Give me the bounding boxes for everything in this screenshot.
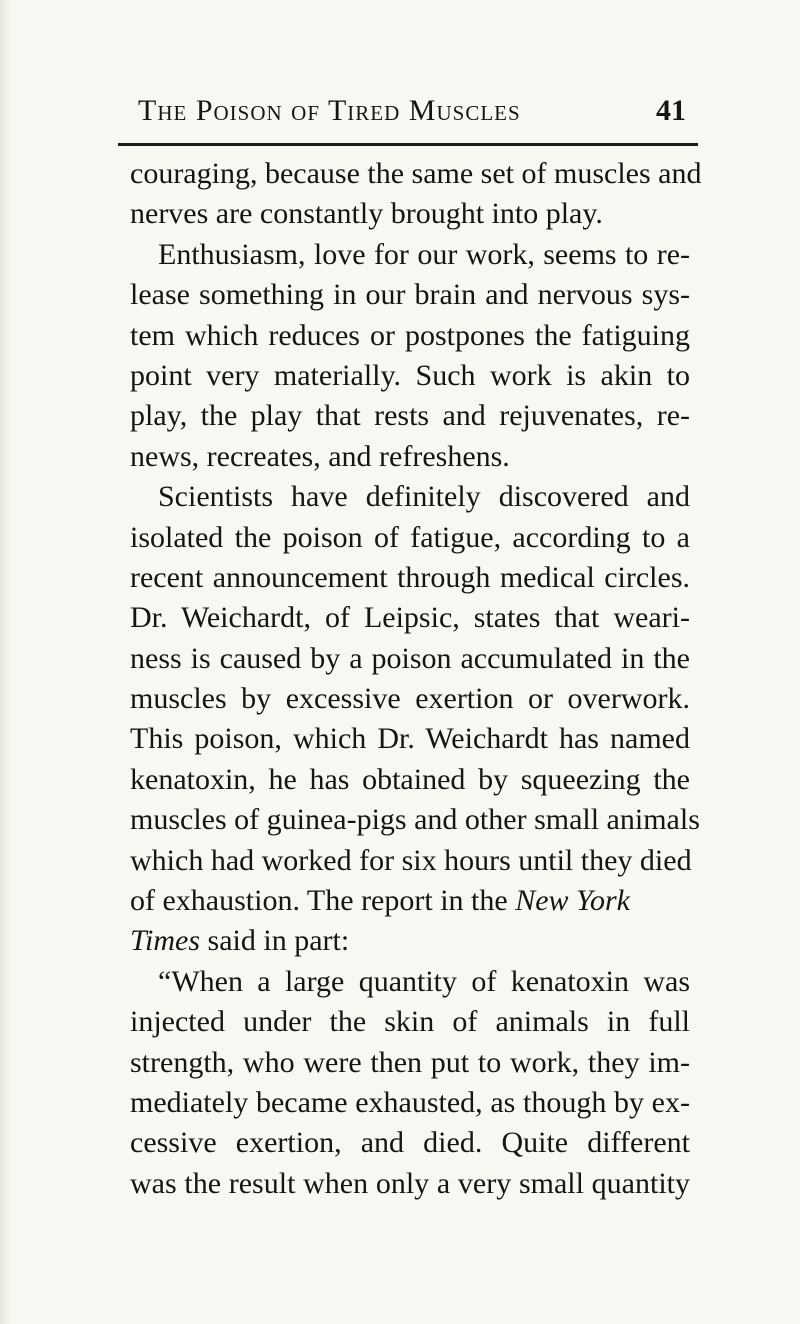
running-title: The Poison of Tired Muscles [138,94,521,127]
text-line: was the result when only a very small quantity [130,1166,690,1200]
text-line: cessive exertion, and died. Quite different [130,1126,690,1160]
text-line: news, recreates, and refreshens. [130,439,510,473]
text-line: muscles of guinea-pigs and other small animals [130,803,700,837]
text-line: “When a large quantity of kenatoxin was [158,964,690,998]
text-line: isolated the poison of fatigue, according to a [130,520,690,554]
text-line: mediately became exhausted, as though by ex- [130,1085,690,1119]
text-line: Enthusiasm, love for our work, seems to re- [158,237,690,271]
header-rule [118,143,698,146]
text-line: point very materially. Such work is akin to [130,358,690,392]
text-line: Dr. Weichardt, of Leipsic, states that weari- [130,601,690,635]
text-line: This poison, which Dr. Weichardt has named [130,722,690,756]
text-line: tem which reduces or postpones the fatiguing [130,318,690,352]
text-line: ness is caused by a poison accumulated in the [130,641,690,675]
text-line: couraging, because the same set of muscles and [130,157,702,190]
text-line [130,881,690,921]
text-line: Scientists have definitely discovered and [158,480,690,514]
text-line: injected under the skin of animals in full [130,1005,690,1039]
text-segment: said in part: [207,924,350,958]
text-line: strength, who were then put to work, they im- [130,1045,690,1079]
text-line: which had worked for six hours until they died [130,843,692,877]
text-line: recent announcement through medical circles. [130,560,690,594]
page-edge-shadow [0,0,10,1324]
page-number: 41 [656,94,686,127]
text-line: muscles by excessive exertion or overwork. [130,682,690,716]
text-segment: of exhaustion. The report in the [130,884,508,918]
italic-title: New York [515,884,630,918]
text-line: lease something in our brain and nervous sys- [130,278,690,312]
italic-title: Times [130,924,201,958]
text-line [130,921,690,961]
text-line: kenatoxin, he has obtained by squeezing the [130,762,690,796]
text-line: play, the play that rests and rejuvenates, re- [130,399,690,433]
text-line: nerves are constantly brought into play. [130,197,603,231]
page-header [126,94,686,138]
body-text [130,154,702,1204]
